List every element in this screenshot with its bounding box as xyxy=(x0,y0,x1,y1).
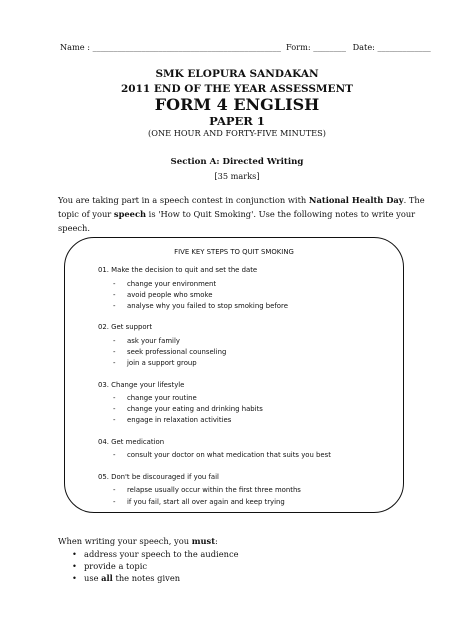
form-blank: ________ xyxy=(313,42,346,52)
instruction-text-3: is 'How to Quit Smoking'. Use the following notes to write your speech. xyxy=(58,209,416,233)
name-label: Name : xyxy=(60,42,91,52)
closing-item xyxy=(72,573,180,583)
notes-item xyxy=(113,451,331,459)
notes-item xyxy=(113,405,263,413)
student-info-line xyxy=(60,42,431,52)
school-name: SMK ELOPURA SANDAKAN xyxy=(155,68,319,80)
bullet-marker: • xyxy=(72,561,77,571)
closing-lead-bold: must xyxy=(191,536,216,546)
notes-item-text: ask your family xyxy=(127,337,180,345)
notes-title: FIVE KEY STEPS TO QUIT SMOKING xyxy=(174,248,294,256)
notes-item xyxy=(113,302,288,310)
notes-item-text: avoid people who smoke xyxy=(127,291,213,299)
notes-item-text: relapse usually occur within the first three months xyxy=(127,486,301,494)
closing-item xyxy=(72,549,239,559)
closing-item xyxy=(72,561,147,571)
dash-marker: - xyxy=(113,359,116,367)
dash-marker: - xyxy=(113,486,116,494)
notes-section-heading: 04. Get medication xyxy=(98,438,165,446)
notes-item-text: change your routine xyxy=(127,394,197,402)
instruction-text-2: . The topic of your xyxy=(58,195,425,219)
notes-item xyxy=(113,416,231,424)
form-label: Form: xyxy=(286,42,311,52)
bullet-marker: • xyxy=(72,573,77,583)
notes-item xyxy=(113,280,216,288)
dash-marker: - xyxy=(113,291,116,299)
notes-item xyxy=(113,394,197,402)
duration-text: (ONE HOUR AND FORTY-FIVE MINUTES) xyxy=(148,128,326,138)
dash-marker: - xyxy=(113,451,116,459)
notes-item-text: consult your doctor on what medication that suits you best xyxy=(127,451,331,459)
notes-item xyxy=(113,291,212,299)
closing-item-text: use xyxy=(84,573,102,583)
notes-item xyxy=(113,359,197,367)
notes-item xyxy=(113,498,285,506)
instruction-bold-event: National Health Day xyxy=(308,195,404,205)
dash-marker: - xyxy=(113,337,116,345)
subject-title: FORM 4 ENGLISH xyxy=(154,95,320,114)
bullet-marker: • xyxy=(72,549,77,559)
notes-section-heading: 02. Get support xyxy=(98,323,153,331)
dash-marker: - xyxy=(113,394,116,402)
notes-box xyxy=(64,237,404,513)
closing-item-text: the notes given xyxy=(112,573,181,583)
closing-item-bold: all xyxy=(101,573,113,583)
closing-lead-text: When writing your speech, you xyxy=(58,536,192,546)
dash-marker: - xyxy=(113,498,116,506)
notes-item-text: change your eating and drinking habits xyxy=(127,405,263,413)
date-label: Date: xyxy=(352,42,375,52)
notes-item-text: analyse why you failed to stop smoking before xyxy=(127,302,288,310)
section-heading: Section A: Directed Writing xyxy=(170,157,304,167)
dash-marker: - xyxy=(113,416,116,424)
closing-item-text: provide a topic xyxy=(84,561,147,571)
instruction-paragraph xyxy=(58,193,428,235)
paper-title: PAPER 1 xyxy=(209,114,265,128)
notes-item-text: if you fail, start all over again and keep trying xyxy=(127,498,285,506)
notes-item-text: change your environment xyxy=(127,280,217,288)
notes-item xyxy=(113,348,226,356)
dash-marker: - xyxy=(113,405,116,413)
dash-marker: - xyxy=(113,302,116,310)
section-marks: [35 marks] xyxy=(214,171,260,181)
notes-section-heading: 03. Change your lifestyle xyxy=(98,381,185,389)
closing-lead xyxy=(58,536,218,546)
instruction-text-1: You are taking part in a speech contest in conjunction with xyxy=(58,195,309,205)
notes-item-text: seek professional counseling xyxy=(127,348,227,356)
dash-marker: - xyxy=(113,348,116,356)
notes-item-text: join a support group xyxy=(127,359,197,367)
notes-item xyxy=(113,486,301,494)
assessment-title: 2011 END OF THE YEAR ASSESSMENT xyxy=(121,83,353,95)
notes-section-heading: 05. Don't be discouraged if you fail xyxy=(98,473,219,481)
date-blank: _____________ xyxy=(377,42,431,52)
closing-item-text: address your speech to the audience xyxy=(84,549,239,559)
notes-section-heading: 01. Make the decision to quit and set the date xyxy=(98,266,258,274)
notes-item-text: engage in relaxation activities xyxy=(127,416,232,424)
dash-marker: - xyxy=(113,280,116,288)
notes-item xyxy=(113,337,180,345)
instruction-bold-speech: speech xyxy=(113,209,147,219)
name-blank: ______________________________________________ xyxy=(92,42,281,52)
closing-lead-colon: : xyxy=(215,536,218,546)
